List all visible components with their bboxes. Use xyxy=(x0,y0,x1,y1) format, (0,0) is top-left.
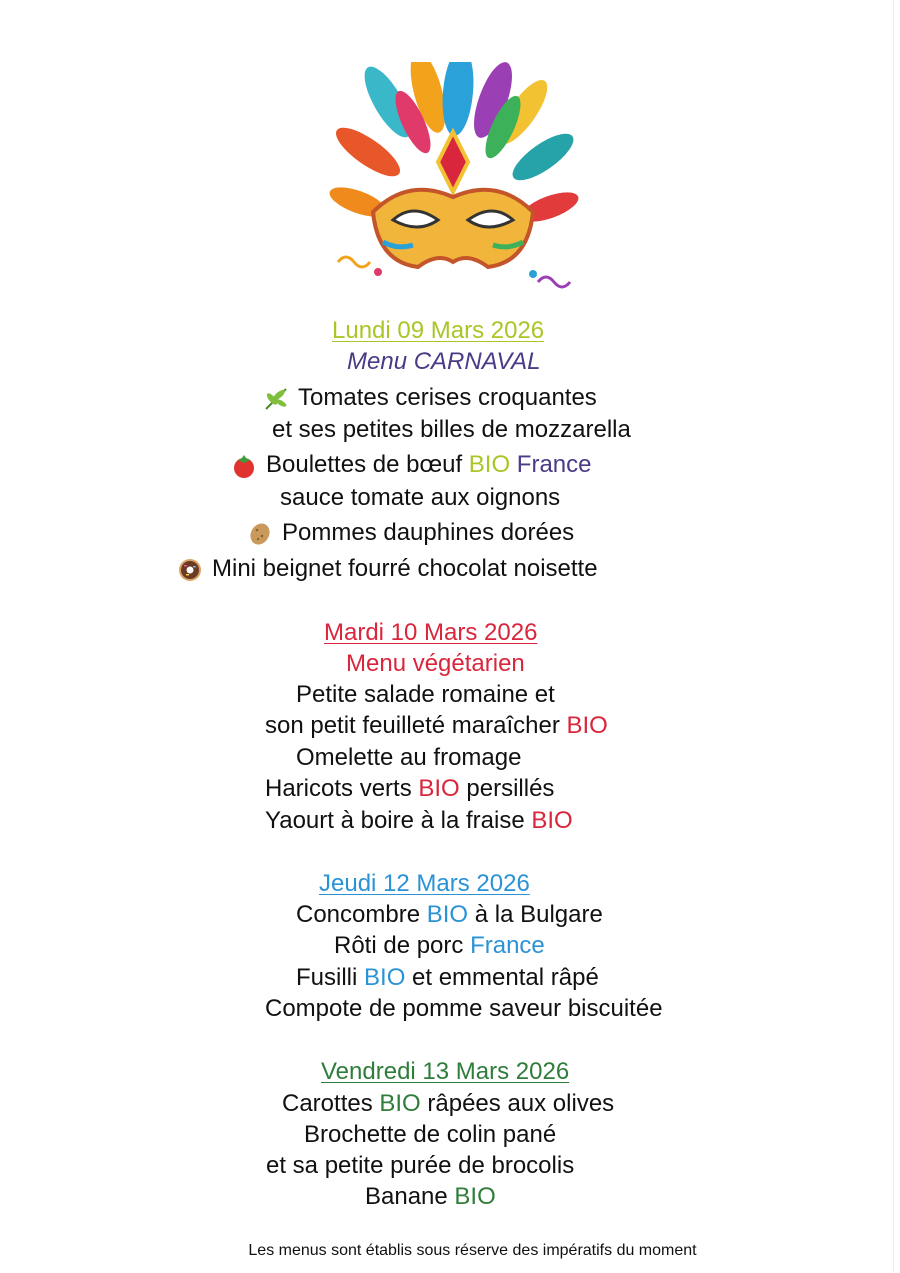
thursday-date: Jeudi 12 Mars 2026 xyxy=(319,870,530,897)
carnival-mask-illustration xyxy=(318,62,588,294)
tuesday-item-5: Yaourt à boire à la fraise BIO xyxy=(265,807,573,834)
donut-icon xyxy=(176,556,204,584)
leaf-icon xyxy=(262,385,290,413)
footer-note: Les menus sont établis sous réserve des impératifs du moment xyxy=(248,1242,697,1259)
thursday-item-1: Concombre BIO à la Bulgare xyxy=(296,901,603,928)
friday-item-2: Brochette de colin pané xyxy=(304,1121,557,1148)
tuesday-item-1: Petite salade romaine et xyxy=(296,681,555,708)
monday-item-1: Tomates cerises croquantes xyxy=(262,383,597,413)
thursday-item-3: Fusilli BIO et emmental râpé xyxy=(296,964,599,991)
friday-date: Vendredi 13 Mars 2026 xyxy=(321,1058,570,1085)
monday-item-5: Pommes dauphines dorées xyxy=(246,518,574,548)
monday-item-3: Boulettes de bœuf BIO France xyxy=(230,450,592,480)
tuesday-item-2: son petit feuilleté maraîcher BIO xyxy=(265,712,608,739)
potato-icon xyxy=(246,520,274,548)
thursday-item-4: Compote de pomme saveur biscuitée xyxy=(265,995,663,1022)
monday-item-4: sauce tomate aux oignons xyxy=(280,484,561,511)
tomato-icon xyxy=(230,452,258,480)
monday-item-2: et ses petites billes de mozzarella xyxy=(272,416,631,443)
thursday-item-2: Rôti de porc France xyxy=(334,932,545,959)
monday-menu-title: Menu CARNAVAL xyxy=(347,348,541,375)
tuesday-item-3: Omelette au fromage xyxy=(296,744,522,771)
friday-item-3: et sa petite purée de brocolis xyxy=(266,1152,575,1179)
monday-item-6: Mini beignet fourré chocolat noisette xyxy=(176,554,598,584)
friday-item-4: Banane BIO xyxy=(365,1183,496,1210)
tuesday-item-4: Haricots verts BIO persillés xyxy=(265,775,555,802)
page-edge-line xyxy=(893,0,894,1273)
tuesday-date: Mardi 10 Mars 2026 xyxy=(324,619,538,646)
friday-item-1: Carottes BIO râpées aux olives xyxy=(282,1090,615,1117)
tuesday-menu-title: Menu végétarien xyxy=(346,650,525,677)
monday-date: Lundi 09 Mars 2026 xyxy=(332,317,545,344)
